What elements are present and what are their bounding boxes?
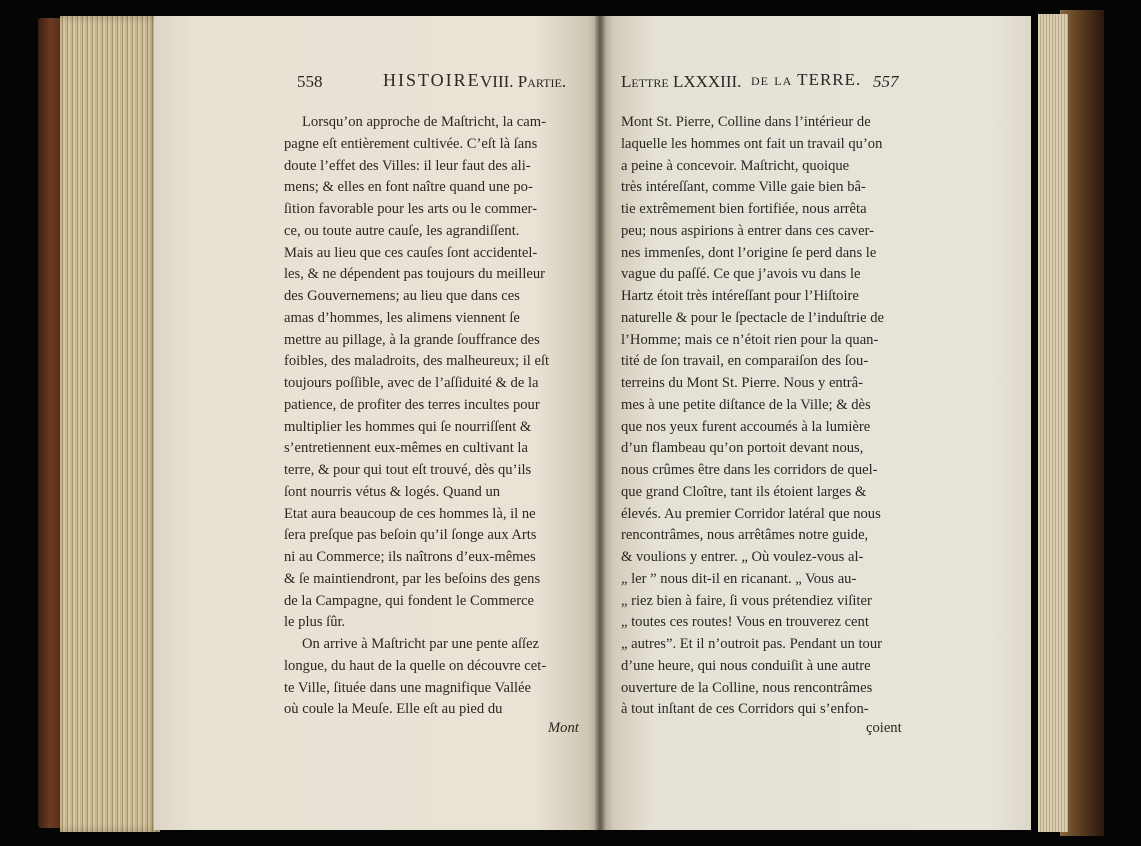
right-letter-label: Lettre LXXXIII.	[621, 72, 742, 91]
text-line: „ autres”. Et il n’outroit pas. Pendant un tour	[621, 636, 883, 652]
text-line: Mais au lieu que ces cauſes ſont accidentel-	[284, 244, 538, 261]
text-line: très intéreſſant, comme Ville gaie bien bâ-	[621, 179, 866, 196]
text-line: Lorsqu’on approche de Maſtricht, la cam-	[302, 114, 546, 130]
text-line: mettre au pillage, à la grande ſouffrance des	[284, 331, 540, 348]
right-page-text	[621, 112, 909, 721]
text-line: élevés. Au premier Corridor latéral que nous	[621, 505, 881, 522]
left-running-title: HISTOIRE	[383, 70, 481, 90]
text-line: les, & ne dépendent pas toujours du meilleur	[284, 266, 546, 283]
text-line: naturelle & pour le ſpectacle de l’induſtrie de	[621, 309, 884, 326]
text-line: le plus ſûr.	[284, 614, 346, 631]
text-line: a peine à concevoir. Maſtricht, quoique	[621, 157, 850, 174]
text-line: Etat aura beaucoup de ces hommes là, il ne	[284, 505, 536, 522]
right-page-number: 557	[873, 72, 899, 91]
text-line: „ ler ” nous dit-il en ricanant. „ Vous au-	[621, 570, 857, 587]
text-line: vague du paſſé. Ce que j’avois vu dans le	[621, 266, 861, 283]
text-line: Hartz étoit très intéreſſant pour l’Hiſtoire	[621, 288, 859, 304]
left-part-label: VIII. Partie.	[480, 72, 567, 91]
right-running-title: de la TERRE.	[751, 70, 862, 89]
left-page-edges	[60, 16, 160, 832]
text-line: ſera preſque pas beſoin qu’il ſonge aux Arts	[284, 527, 537, 544]
text-line: l’Homme; mais ce n’étoit rien pour la quan-	[621, 331, 879, 348]
text-line: s’entretiennent eux-mêmes en cultivant la	[284, 440, 528, 457]
left-page-number: 558	[297, 72, 323, 91]
text-line: mens; & elles en font naître quand une po-	[284, 179, 533, 196]
text-line: terreins du Mont St. Pierre. Nous y entrâ-	[621, 375, 863, 391]
text-line: & voulions y entrer. „ Où voulez-vous al-	[621, 549, 864, 565]
text-line: & ſe maintiendront, par les beſoins des gens	[284, 570, 541, 587]
text-line: mes à une petite diſtance de la Ville; & dès	[621, 396, 871, 413]
text-line: que grand Cloître, tant ils étoient larges &	[621, 483, 867, 500]
text-line: nes immenſes, dont l’origine ſe perd dans le	[621, 244, 877, 261]
right-catchword: çoient	[866, 720, 902, 736]
book-gutter	[594, 10, 606, 836]
text-line: où coule la Meuſe. Elle eſt au pied du	[284, 701, 503, 718]
text-line: ouverture de la Colline, nous rencontrâmes	[621, 679, 873, 696]
text-line: multiplier les hommes qui ſe nourriſſent &	[284, 418, 532, 435]
left-catchword: Mont	[548, 720, 579, 736]
text-line: laquelle les hommes ont fait un travail qu’on	[621, 135, 883, 152]
text-line: tie extrêmement bien fortifiée, nous arrêta	[621, 201, 867, 217]
text-line: doute l’effet des Villes: il leur faut des ali-	[284, 157, 531, 174]
text-line: amas d’hommes, les alimens viennent ſe	[284, 309, 520, 326]
text-line: terre, & pour qui tout eſt trouvé, dès qu’ils	[284, 462, 532, 478]
text-line: „ riez bien à faire, ſi vous prétendiez viſiter	[621, 592, 872, 609]
text-line: On arrive à Maſtricht par une pente aſſez	[302, 636, 540, 652]
right-page-header	[621, 64, 911, 94]
text-line: tité de ſon travail, en comparaiſon des ſou-	[621, 353, 869, 370]
right-page-edges	[1038, 14, 1068, 832]
text-line: des Gouvernemens; au lieu que dans ces	[284, 288, 520, 304]
text-line: que nos yeux furent accoumés à la lumière	[621, 418, 871, 435]
left-page-header	[297, 64, 582, 94]
text-line: patience, de profiter des terres incultes pour	[284, 396, 540, 413]
text-line: „ toutes ces routes! Vous en trouverez cent	[621, 614, 869, 631]
text-line: d’une heure, qui nous conduiſit à une autre	[621, 657, 871, 674]
text-line: Mont St. Pierre, Colline dans l’intérieur de	[621, 114, 871, 130]
text-line: ſition favorable pour les arts ou le commer-	[284, 201, 537, 217]
text-line: longue, du haut de la quelle on découvre cet-	[284, 657, 547, 674]
text-line: ce, ou toute autre cauſe, les agrandiſſent.	[284, 222, 520, 239]
text-line: peu; nous aspirions à entrer dans ces caver-	[621, 222, 874, 239]
text-line: de la Campagne, qui fondent le Commerce	[284, 592, 535, 609]
text-line: ni au Commerce; ils naîtrons d’eux-mêmes	[284, 549, 536, 565]
text-line: foibles, des maladroits, des malheureux; il eſt	[284, 353, 550, 370]
left-page-text	[284, 112, 586, 721]
text-line: ſont nourris vétus & logés. Quand un	[284, 483, 501, 500]
text-line: te Ville, ſituée dans une magnifique Vallée	[284, 679, 532, 696]
text-line: toujours poſſible, avec de l’aſſiduité & de la	[284, 375, 539, 391]
text-line: pagne eſt entièrement cultivée. C’eſt là ſans	[284, 135, 538, 152]
text-line: rencontrâmes, nous arrêtâmes notre guide,	[621, 527, 869, 544]
text-line: nous crûmes être dans les corridors de quel-	[621, 462, 878, 478]
text-line: à tout inſtant de ces Corridors qui s’enfon-	[621, 701, 869, 718]
text-line: d’un flambeau qu’on portoit devant nous,	[621, 440, 864, 457]
